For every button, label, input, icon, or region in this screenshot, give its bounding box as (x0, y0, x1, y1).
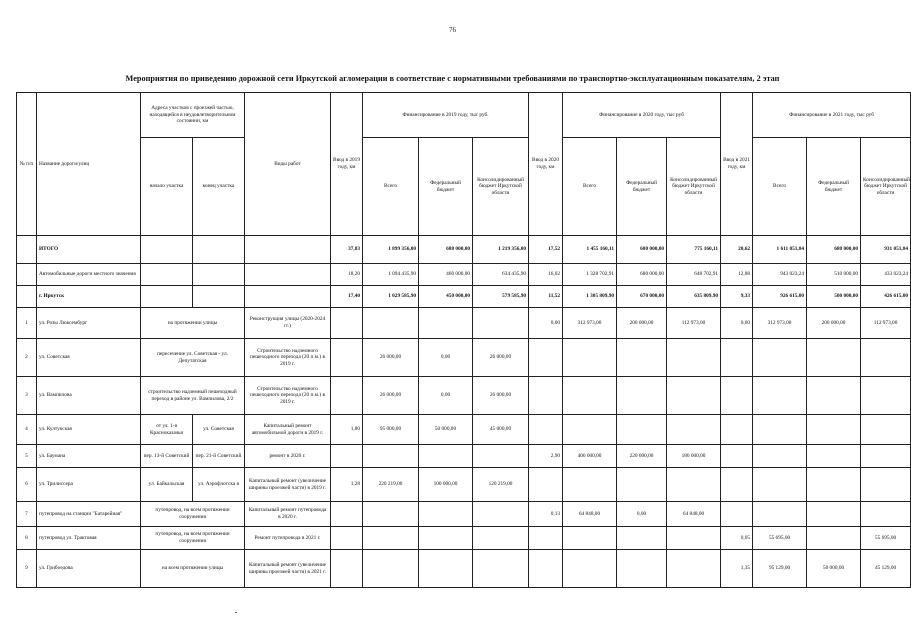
cell-road: ул. Баумана (37, 445, 141, 468)
cell-num: 6 (17, 468, 37, 502)
cell-c19: 120 219,00 (473, 468, 529, 502)
cell-f21 (807, 415, 861, 445)
cell-num: 1 (17, 308, 37, 339)
cell-in19 (331, 527, 363, 550)
header-total-2019: Всего (363, 138, 419, 236)
cell-c20: 775 160,11 (667, 236, 721, 264)
cell-road: ул. Трилиссера (37, 468, 141, 502)
cell-in19: 1,80 (331, 415, 363, 445)
cell-t21: 926 615,00 (753, 286, 807, 308)
cell-start (141, 236, 193, 264)
cell-f19: 450 000,00 (419, 286, 473, 308)
cell-road: ул. Советская (37, 339, 141, 377)
cell-c20 (667, 339, 721, 377)
cell-in21 (721, 502, 753, 527)
header-federal-2021: Федеральный бюджет (807, 138, 861, 236)
cell-in19 (331, 377, 363, 415)
cell-road: путепровод на станции "Батарейная" (37, 502, 141, 527)
cell-f21 (807, 339, 861, 377)
cell-num: 2 (17, 339, 37, 377)
cell-t20 (563, 550, 617, 588)
cell-t21 (753, 339, 807, 377)
cell-num (17, 264, 37, 286)
table-row (17, 527, 911, 550)
header-federal-2020: Федеральный бюджет (617, 138, 667, 236)
cell-works (245, 264, 331, 286)
header-federal-2019: Федеральный бюджет (419, 138, 473, 236)
table-row (17, 377, 911, 415)
cell-in19: 1,28 (331, 468, 363, 502)
cell-in21 (721, 445, 753, 468)
cell-f19 (419, 550, 473, 588)
cell-t20 (563, 415, 617, 445)
cell-t19: 26 000,00 (363, 377, 419, 415)
cell-start: ул. Байкальская (141, 468, 193, 502)
cell-road: ул. Вампилова (37, 377, 141, 415)
cell-num: 9 (17, 550, 37, 588)
cell-num: 3 (17, 377, 37, 415)
cell-f19 (419, 445, 473, 468)
cell-c21: 112 973,00 (861, 308, 911, 339)
header-total-2021: Всего (753, 138, 807, 236)
cell-f21: 50 000,00 (807, 550, 861, 588)
cell-f19: 0,00 (419, 339, 473, 377)
header-road-name: Название дороги/улиц (37, 93, 141, 236)
cell-c20 (667, 468, 721, 502)
table-row (17, 502, 911, 527)
header-address-group: Адреса участков с проезжей частью, находящейся в неудовлетворительном состоянии, км (141, 93, 245, 138)
cell-f20 (617, 550, 667, 588)
cell-c19 (473, 308, 529, 339)
cell-address: путепровод, на всем протяжении сооружения (141, 527, 245, 550)
cell-t21: 312 973,00 (753, 308, 807, 339)
cell-works: Ремонт путепровода в 2021 г. (245, 527, 331, 550)
cell-f21: 500 000,00 (807, 286, 861, 308)
cell-t21 (753, 445, 807, 468)
cell-f20 (617, 339, 667, 377)
cell-c21: 426 615,00 (861, 286, 911, 308)
summary-row (17, 264, 911, 286)
cell-works (245, 236, 331, 264)
header-num: № п/п (17, 93, 37, 236)
cell-t21 (753, 502, 807, 527)
table-row (17, 308, 911, 339)
cell-t20: 1 328 702,91 (563, 264, 617, 286)
cell-t21 (753, 377, 807, 415)
summary-row (17, 286, 911, 308)
cell-in21: 0,00 (721, 308, 753, 339)
cell-c20: 112 973,00 (667, 308, 721, 339)
cell-c21 (861, 468, 911, 502)
cell-address: на протяжении улицы (141, 308, 245, 339)
cell-num (17, 286, 37, 308)
cell-in20: 2,90 (529, 445, 563, 468)
cell-in20: 16,02 (529, 264, 563, 286)
cell-in20: 11,52 (529, 286, 563, 308)
cell-f19 (419, 527, 473, 550)
cell-works: Капитальный ремонт путепровода в 2020 г. (245, 502, 331, 527)
cell-t19 (363, 550, 419, 588)
cell-works (245, 286, 331, 308)
cell-t21 (753, 468, 807, 502)
cell-f19: 460 000,00 (419, 264, 473, 286)
cell-in20 (529, 527, 563, 550)
cell-in19 (331, 445, 363, 468)
table-row (17, 339, 911, 377)
cell-in21 (721, 377, 753, 415)
cell-t19: 1 899 356,00 (363, 236, 419, 264)
cell-in21: 20,62 (721, 236, 753, 264)
cell-c20: 180 000,00 (667, 445, 721, 468)
page-number: 76 (449, 26, 456, 34)
cell-f21: 680 000,00 (807, 236, 861, 264)
cell-in19 (331, 308, 363, 339)
cell-f20: 0,00 (617, 502, 667, 527)
cell-t21 (753, 415, 807, 445)
cell-in19 (331, 550, 363, 588)
cell-works: Строительство надземного пешеходного перехода (20 п.м.) в 2019 г. (245, 377, 331, 415)
cell-f19 (419, 308, 473, 339)
cell-t20 (563, 339, 617, 377)
cell-f20: 200 000,00 (617, 308, 667, 339)
cell-f21 (807, 445, 861, 468)
cell-c20 (667, 415, 721, 445)
cell-t19 (363, 308, 419, 339)
cell-t21: 55 695,00 (753, 527, 807, 550)
header-fin-2021: Финансирование в 2021 году, тыс руб (753, 93, 911, 138)
cell-in19: 18,20 (331, 264, 363, 286)
cell-f20: 680 000,00 (617, 264, 667, 286)
cell-c21 (861, 502, 911, 527)
cell-works: Капитальный ремонт (увеличение ширины проезжей части) в 2021 г. (245, 550, 331, 588)
cell-t20 (563, 468, 617, 502)
cell-t21: 95 129,00 (753, 550, 807, 588)
cell-c20: 64 848,00 (667, 502, 721, 527)
cell-works: Строительство надземного пешеходного перехода (20 п.м.) в 2019 г. (245, 339, 331, 377)
cell-in21: 12,88 (721, 264, 753, 286)
cell-f20 (617, 527, 667, 550)
cell-c19 (473, 502, 529, 527)
cell-c21: 433 023,24 (861, 264, 911, 286)
header-input-2021: Ввод в 2021 году, км (721, 93, 753, 236)
cell-c19: 26 000,00 (473, 339, 529, 377)
cell-t19: 26 000,00 (363, 339, 419, 377)
cell-f21 (807, 527, 861, 550)
cell-c19: 26 000,00 (473, 377, 529, 415)
cell-works: Капитальный ремонт (увеличение ширины проезжей части) в 2019 г. (245, 468, 331, 502)
cell-f21: 200 000,00 (807, 308, 861, 339)
cell-road: ул. Розы Люксембург (37, 308, 141, 339)
cell-road: путепровод ул. Трактовая (37, 527, 141, 550)
header-input-2019: Ввод в 2019 году, км (331, 93, 363, 236)
cell-address: путепровод, на всем протяжении сооружения (141, 502, 245, 527)
cell-c21 (861, 339, 911, 377)
document-title: Мероприятия по приведению дорожной сети Иркутской агломерации в соответствие с нормативными требованиями по транспортно-эксплуатационным показателям, 2 этап (125, 74, 780, 83)
cell-in20 (529, 550, 563, 588)
cell-c21: 931 051,84 (861, 236, 911, 264)
cell-t20 (563, 527, 617, 550)
cell-t20: 400 000,00 (563, 445, 617, 468)
cell-address: на всем протяжении улицы (141, 550, 245, 588)
cell-road: ул. Култукская (37, 415, 141, 445)
header-works: Виды работ (245, 93, 331, 236)
cell-in21: 9,33 (721, 286, 753, 308)
summary-row (17, 236, 911, 264)
cell-road: ул. Грибоедова (37, 550, 141, 588)
cell-in19 (331, 502, 363, 527)
cell-end: ул. Советская (193, 415, 245, 445)
cell-start: пер. 13-й Советский (141, 445, 193, 468)
cell-end (193, 236, 245, 264)
cell-num: 8 (17, 527, 37, 550)
cell-f19: 680 000,00 (419, 236, 473, 264)
cell-c19: 579 585,90 (473, 286, 529, 308)
cell-in19: 17,40 (331, 286, 363, 308)
cell-start: от ул. 1-я Красноказачья (141, 415, 193, 445)
cell-end (193, 264, 245, 286)
table-row (17, 445, 911, 468)
cell-in21 (721, 415, 753, 445)
cell-works: Реконструкция улицы (2020-2024 гг.) (245, 308, 331, 339)
cell-f20: 220 000,00 (617, 445, 667, 468)
cell-t20: 312 973,00 (563, 308, 617, 339)
cell-t19 (363, 502, 419, 527)
cell-t20: 1 305 809,90 (563, 286, 617, 308)
cell-f20 (617, 415, 667, 445)
header-consolidated-2021: Консолидированный бюджет Иркутской области (861, 138, 911, 236)
cell-c21 (861, 415, 911, 445)
cell-c19: 634 435,90 (473, 264, 529, 286)
header-consolidated-2020: Консолидированный бюджет Иркутской области (667, 138, 721, 236)
cell-f19 (419, 502, 473, 527)
cell-f21 (807, 502, 861, 527)
cell-c21 (861, 445, 911, 468)
cell-num: 5 (17, 445, 37, 468)
header-fin-2019: Финансирование в 2019 году, тыс руб. (363, 93, 529, 138)
cell-t21: 943 023,24 (753, 264, 807, 286)
cell-in21: 0,05 (721, 527, 753, 550)
table-row (17, 415, 911, 445)
cell-t20: 1 455 160,11 (563, 236, 617, 264)
cell-address: строительство надземный пешеходный переход в районе ул. Вампилова, 2/2 (141, 377, 245, 415)
header-start: начало участка (141, 138, 193, 236)
cell-t19: 220 219,00 (363, 468, 419, 502)
cell-f19: 50 000,00 (419, 415, 473, 445)
cell-t19: 1 094 435,90 (363, 264, 419, 286)
cell-in20: 17,52 (529, 236, 563, 264)
cell-label: ИТОГО (37, 236, 141, 264)
data-rows (17, 308, 911, 588)
table-row (17, 550, 911, 588)
cell-works: ремонт в 2020 г. (245, 445, 331, 468)
cell-address: пересечение ул. Советская - ул. Депутатская (141, 339, 245, 377)
cell-in21: 1,35 (721, 550, 753, 588)
cell-in20: 0,13 (529, 502, 563, 527)
cell-label: г. Иркутск (37, 286, 141, 308)
cell-c19: 1 219 356,00 (473, 236, 529, 264)
cell-in20 (529, 415, 563, 445)
cell-in19: 37,83 (331, 236, 363, 264)
cell-f21 (807, 468, 861, 502)
cell-f20 (617, 468, 667, 502)
cell-t20: 64 848,00 (563, 502, 617, 527)
cell-f21: 510 000,00 (807, 264, 861, 286)
cell-in20 (529, 377, 563, 415)
cell-start (141, 286, 193, 308)
cell-num: 7 (17, 502, 37, 527)
cell-in21 (721, 468, 753, 502)
cell-end: пер. 21-й Советский (193, 445, 245, 468)
cell-c20: 648 702,91 (667, 264, 721, 286)
cell-c19 (473, 445, 529, 468)
cell-f20 (617, 377, 667, 415)
cell-c20 (667, 527, 721, 550)
cell-t19 (363, 445, 419, 468)
cell-c20 (667, 550, 721, 588)
cell-end (193, 286, 245, 308)
cell-num: 4 (17, 415, 37, 445)
header-total-2020: Всего (563, 138, 617, 236)
cell-t20 (563, 377, 617, 415)
cell-c19 (473, 550, 529, 588)
cell-label: Автомобильные дороги местного значения (37, 264, 141, 286)
cell-t19 (363, 527, 419, 550)
cell-f19: 0,00 (419, 377, 473, 415)
summary-rows (17, 236, 911, 308)
cell-in20 (529, 468, 563, 502)
cell-c20: 635 809,90 (667, 286, 721, 308)
cell-in19 (331, 339, 363, 377)
scan-mark (235, 612, 237, 613)
cell-c21: 45 129,00 (861, 550, 911, 588)
cell-t21: 1 611 051,84 (753, 236, 807, 264)
cell-in21 (721, 339, 753, 377)
header-consolidated-2019: Консолидированный бюджет Иркутской области (473, 138, 529, 236)
cell-f20: 680 000,00 (617, 236, 667, 264)
cell-in20: 0,00 (529, 308, 563, 339)
cell-works: Капитальный ремонт автомобильной дороги в 2019 г. (245, 415, 331, 445)
cell-f20: 670 000,00 (617, 286, 667, 308)
cell-in20 (529, 339, 563, 377)
cell-num (17, 236, 37, 264)
cell-t19: 95 000,00 (363, 415, 419, 445)
cell-c21: 55 695,00 (861, 527, 911, 550)
cell-f21 (807, 377, 861, 415)
cell-end: ул. Аэрофлотска я (193, 468, 245, 502)
table-header (17, 93, 911, 236)
header-fin-2020: Финансирование в 2020 году, тыс руб (563, 93, 721, 138)
header-input-2020: Ввод в 2020 году, км (529, 93, 563, 236)
cell-c19: 45 000,00 (473, 415, 529, 445)
cell-c19 (473, 527, 529, 550)
cell-start (141, 264, 193, 286)
cell-t19: 1 029 585,90 (363, 286, 419, 308)
cell-c21 (861, 377, 911, 415)
cell-c20 (667, 377, 721, 415)
table-row (17, 468, 911, 502)
header-end: конец участка (193, 138, 245, 236)
cell-f19: 100 000,00 (419, 468, 473, 502)
financing-table (16, 92, 911, 588)
